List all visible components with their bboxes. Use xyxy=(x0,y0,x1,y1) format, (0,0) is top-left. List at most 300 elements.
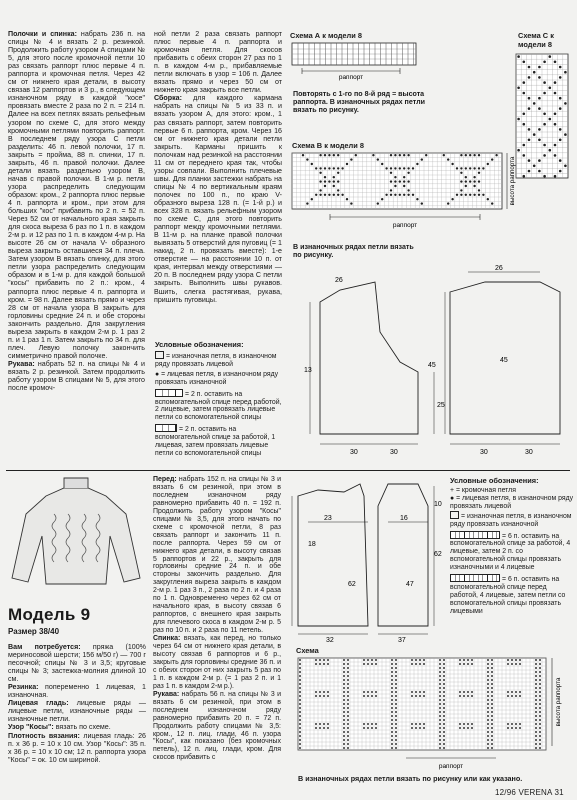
stitch-mark xyxy=(423,659,425,661)
stitch-mark xyxy=(363,723,365,725)
stitch-mark xyxy=(399,167,401,169)
legend-box-icon xyxy=(155,351,164,359)
stitch-mark xyxy=(363,695,365,697)
stitch-mark xyxy=(333,176,335,178)
stitch-mark xyxy=(439,703,441,705)
stitch-mark xyxy=(473,167,475,169)
stitch-mark xyxy=(487,667,489,669)
stitch-mark xyxy=(519,663,521,665)
stitch-mark xyxy=(343,675,345,677)
schema-bottom-chart xyxy=(296,656,572,772)
stitch-mark xyxy=(535,735,537,737)
stitch-mark xyxy=(299,679,301,681)
stitch-mark xyxy=(538,139,541,142)
stitch-mark xyxy=(324,180,326,182)
stitch-mark xyxy=(528,128,531,131)
stitch-mark xyxy=(323,663,325,665)
stitch-mark xyxy=(327,663,329,665)
stitch-mark xyxy=(394,185,396,187)
stitch-mark xyxy=(487,687,489,689)
stitch-mark xyxy=(473,185,475,187)
stitch-mark xyxy=(411,663,413,665)
stitch-mark xyxy=(539,695,541,697)
stitch-mark xyxy=(395,703,397,705)
stitch-mark xyxy=(515,727,517,729)
svg-text:26: 26 xyxy=(495,265,503,272)
legend-top xyxy=(155,340,283,458)
stitch-mark xyxy=(390,180,392,182)
legend-item: + = кромочная петля xyxy=(450,487,516,494)
stitch-mark xyxy=(425,154,427,156)
stitch-mark xyxy=(347,663,349,665)
stitch-mark xyxy=(487,731,489,733)
stitch-mark xyxy=(299,663,301,665)
stitch-mark xyxy=(459,691,461,693)
stitch-mark xyxy=(367,727,369,729)
stitch-mark xyxy=(299,695,301,697)
stitch-mark xyxy=(471,663,473,665)
stitch-mark xyxy=(323,691,325,693)
stitch-mark xyxy=(377,158,379,160)
stitch-mark xyxy=(491,683,493,685)
stitch-mark xyxy=(319,194,321,196)
stitch-mark xyxy=(467,663,469,665)
stitch-mark xyxy=(439,691,441,693)
stitch-mark xyxy=(443,683,445,685)
svg-text:26: 26 xyxy=(335,277,343,284)
stitch-mark xyxy=(447,202,449,204)
stitch-mark xyxy=(549,55,552,58)
stitch-mark xyxy=(375,723,377,725)
stitch-mark xyxy=(491,671,493,673)
stitch-mark xyxy=(469,194,471,196)
stitch-mark xyxy=(375,659,377,661)
stitch-mark xyxy=(419,659,421,661)
stitch-mark xyxy=(299,719,301,721)
stitch-mark xyxy=(451,198,453,200)
stitch-mark xyxy=(347,727,349,729)
stitch-mark xyxy=(299,659,301,661)
stitch-mark xyxy=(391,667,393,669)
legend-item: = изнаночная петля, в изнаночном ряду провязать лицевой xyxy=(155,353,277,368)
stitch-mark xyxy=(439,687,441,689)
legend-box-icon xyxy=(450,511,459,519)
stitch-mark xyxy=(391,683,393,685)
stitch-mark xyxy=(463,695,465,697)
stitch-mark xyxy=(543,154,546,157)
stitch-mark xyxy=(543,92,546,95)
stitch-mark xyxy=(403,194,405,196)
stitch-mark xyxy=(443,675,445,677)
stitch-mark xyxy=(323,723,325,725)
stitch-mark xyxy=(367,723,369,725)
stitch-mark xyxy=(451,163,453,165)
stitch-mark xyxy=(315,723,317,725)
stitch-mark xyxy=(459,695,461,697)
stitch-mark xyxy=(467,691,469,693)
stitch-mark xyxy=(535,715,537,717)
stitch-mark xyxy=(511,723,513,725)
stitch-mark xyxy=(315,659,317,661)
stitch-mark xyxy=(390,167,392,169)
stitch-mark xyxy=(511,727,513,729)
stitch-mark xyxy=(515,663,517,665)
stitch-mark xyxy=(306,158,308,160)
stitch-mark xyxy=(385,167,387,169)
stitch-mark xyxy=(439,723,441,725)
stitch-mark xyxy=(539,683,541,685)
stitch-mark xyxy=(363,691,365,693)
stitch-mark xyxy=(507,659,509,661)
stitch-mark xyxy=(315,194,317,196)
stitch-mark xyxy=(539,723,541,725)
stitch-mark xyxy=(371,727,373,729)
rapport-height-label: высота раппорта xyxy=(509,156,516,206)
stitch-mark xyxy=(443,707,445,709)
stitch-mark xyxy=(343,663,345,665)
svg-text:18: 18 xyxy=(308,541,316,548)
stitch-mark xyxy=(299,715,301,717)
stitch-mark xyxy=(347,659,349,661)
stitch-mark xyxy=(371,723,373,725)
stitch-mark xyxy=(394,154,396,156)
purl-note: В изнаночных рядах петли вязать по рисунку. xyxy=(293,243,414,260)
stitch-mark xyxy=(487,707,489,709)
stitch-mark xyxy=(463,727,465,729)
stitch-mark xyxy=(390,172,392,174)
stitch-mark xyxy=(487,699,489,701)
stitch-mark xyxy=(517,87,520,90)
stitch-mark xyxy=(535,707,537,709)
stitch-mark xyxy=(507,695,509,697)
stitch-mark xyxy=(347,743,349,745)
svg-text:16: 16 xyxy=(400,515,408,522)
stitch-mark xyxy=(487,695,489,697)
stitch-mark xyxy=(463,659,465,661)
stitch-mark xyxy=(411,727,413,729)
stitch-mark xyxy=(523,92,526,95)
stitch-mark xyxy=(467,695,469,697)
stitch-mark xyxy=(346,163,348,165)
stitch-mark xyxy=(463,691,465,693)
stitch-mark xyxy=(391,679,393,681)
stitch-mark xyxy=(543,81,546,84)
stitch-mark xyxy=(395,695,397,697)
stitch-mark xyxy=(323,727,325,729)
stitch-mark xyxy=(471,695,473,697)
stitch-mark xyxy=(391,723,393,725)
stitch-mark xyxy=(491,707,493,709)
stitch-mark xyxy=(523,154,526,157)
stitch-mark xyxy=(347,687,349,689)
stitch-mark xyxy=(467,659,469,661)
stitch-mark xyxy=(460,180,462,182)
svg-text:32: 32 xyxy=(326,637,334,644)
svg-text:45: 45 xyxy=(500,357,508,364)
stitch-mark xyxy=(319,727,321,729)
cable-back-icon xyxy=(155,424,177,432)
stitch-mark xyxy=(299,687,301,689)
repeat-note: Повторять с 1-го по 8-й ряд = высота раппорта. В изнаночных рядах петли вязать по рисунку. xyxy=(293,90,425,115)
stitch-mark xyxy=(515,695,517,697)
stitch-mark xyxy=(343,739,345,741)
stitch-mark xyxy=(523,61,526,64)
stitch-mark xyxy=(319,723,321,725)
stitch-mark xyxy=(554,154,557,157)
stitch-mark xyxy=(478,167,480,169)
stitch-mark xyxy=(443,743,445,745)
stitch-mark xyxy=(491,687,493,689)
stitch-mark xyxy=(459,663,461,665)
stitch-mark xyxy=(543,61,546,64)
stitch-mark xyxy=(439,679,441,681)
stitch-mark xyxy=(391,707,393,709)
stitch-mark xyxy=(319,189,321,191)
stitch-mark xyxy=(299,667,301,669)
stitch-mark xyxy=(315,695,317,697)
svg-text:10: 10 xyxy=(434,501,442,508)
stitch-mark xyxy=(511,659,513,661)
stitch-mark xyxy=(343,695,345,697)
stitch-mark xyxy=(343,723,345,725)
stitch-mark xyxy=(403,180,405,182)
schema-a-title: Схема А к модели 8 xyxy=(290,31,362,40)
stitch-mark xyxy=(538,76,541,79)
stitch-mark xyxy=(411,695,413,697)
rapport-label: раппорт xyxy=(338,74,364,81)
para-text: набрать 52 п. на спицы № 4 и вязать 2 р. резинкой. Затем продолжить работу узором В спицами № 5, для этого после кромоч- xyxy=(8,359,145,393)
stitch-mark xyxy=(535,675,537,677)
stitch-mark xyxy=(539,699,541,701)
stitch-mark xyxy=(456,167,458,169)
stitch-mark xyxy=(543,144,546,147)
svg-text:30: 30 xyxy=(350,449,358,456)
stitch-mark xyxy=(343,683,345,685)
stitch-mark xyxy=(487,683,489,685)
stitch-mark xyxy=(460,189,462,191)
stitch-mark xyxy=(443,719,445,721)
stitch-mark xyxy=(443,663,445,665)
stitch-mark xyxy=(443,715,445,717)
stitch-mark xyxy=(323,695,325,697)
stitch-mark xyxy=(337,189,339,191)
stitch-mark xyxy=(443,731,445,733)
stitch-mark xyxy=(554,175,557,178)
stitch-mark xyxy=(439,747,441,749)
stitch-mark xyxy=(443,695,445,697)
stitch-mark xyxy=(439,715,441,717)
stitch-mark xyxy=(343,707,345,709)
stitch-mark xyxy=(460,194,462,196)
sweater-illustration xyxy=(6,474,146,590)
stitch-mark xyxy=(528,170,531,173)
stitch-mark xyxy=(487,671,489,673)
stitch-mark xyxy=(478,180,480,182)
stitch-mark xyxy=(395,691,397,693)
stitch-mark xyxy=(523,123,526,126)
stitch-mark xyxy=(347,707,349,709)
stitch-mark xyxy=(367,695,369,697)
stitch-mark xyxy=(407,167,409,169)
stitch-mark xyxy=(319,172,321,174)
stitch-mark xyxy=(523,113,526,116)
stitch-mark xyxy=(423,695,425,697)
stitch-mark xyxy=(533,102,536,105)
stitch-mark xyxy=(554,144,557,147)
stitch-mark xyxy=(341,194,343,196)
stitch-mark xyxy=(306,202,308,204)
stitch-mark xyxy=(391,711,393,713)
stitch-mark xyxy=(395,683,397,685)
stitch-mark xyxy=(491,695,493,697)
stitch-mark xyxy=(439,739,441,741)
bottom-note: В изнаночных рядах петли вязать по рисунку или как указано. xyxy=(298,774,523,783)
stitch-mark xyxy=(299,731,301,733)
stitch-mark xyxy=(347,691,349,693)
stitch-mark xyxy=(347,667,349,669)
stitch-mark xyxy=(487,659,489,661)
stitch-mark xyxy=(439,667,441,669)
stitch-mark xyxy=(299,699,301,701)
stitch-mark xyxy=(439,731,441,733)
stitch-mark xyxy=(491,727,493,729)
svg-text:30: 30 xyxy=(480,449,488,456)
stitch-mark xyxy=(399,180,401,182)
stitch-mark xyxy=(327,727,329,729)
stitch-mark xyxy=(439,719,441,721)
stitch-mark xyxy=(482,167,484,169)
stitch-mark xyxy=(535,667,537,669)
stitch-mark xyxy=(443,727,445,729)
stitch-mark xyxy=(395,715,397,717)
stitch-mark xyxy=(487,727,489,729)
stitch-mark xyxy=(515,691,517,693)
stitch-mark xyxy=(535,731,537,733)
pattern-model8 xyxy=(300,262,570,462)
stitch-mark xyxy=(385,194,387,196)
stitch-mark xyxy=(439,707,441,709)
stitch-mark xyxy=(407,154,409,156)
stitch-mark xyxy=(391,735,393,737)
stitch-mark xyxy=(535,719,537,721)
stitch-mark xyxy=(394,180,396,182)
stitch-mark xyxy=(443,747,445,749)
stitch-mark xyxy=(463,723,465,725)
stitch-mark xyxy=(395,707,397,709)
stitch-mark xyxy=(443,735,445,737)
stitch-mark xyxy=(333,180,335,182)
stitch-mark xyxy=(324,154,326,156)
stitch-mark xyxy=(343,711,345,713)
stitch-mark xyxy=(465,194,467,196)
stitch-mark xyxy=(347,715,349,717)
stitch-mark xyxy=(395,743,397,745)
stitch-mark xyxy=(487,743,489,745)
stitch-mark xyxy=(487,703,489,705)
stitch-mark xyxy=(319,691,321,693)
schema-c-title: Схема С к модели 8 xyxy=(518,31,554,49)
stitch-mark xyxy=(347,703,349,705)
stitch-mark xyxy=(333,167,335,169)
stitch-mark xyxy=(377,202,379,204)
stitch-mark xyxy=(473,154,475,156)
stitch-mark xyxy=(554,113,557,116)
stitch-mark xyxy=(315,691,317,693)
stitch-mark xyxy=(395,711,397,713)
stitch-mark xyxy=(302,154,304,156)
legend-item: = 2 п. оставить на вспомогательной спице перед работой, 2 лицевые, затем провязать лицевые петли со вспомогательной спицы xyxy=(155,390,282,422)
stitch-mark xyxy=(543,123,546,126)
stitch-mark xyxy=(343,747,345,749)
stitch-mark xyxy=(539,663,541,665)
svg-text:62: 62 xyxy=(348,581,356,588)
stitch-mark xyxy=(390,194,392,196)
text-column-1 xyxy=(8,30,145,392)
stitch-mark xyxy=(391,663,393,665)
stitch-mark xyxy=(439,659,441,661)
stitch-mark xyxy=(539,687,541,689)
stitch-mark xyxy=(347,739,349,741)
legend-item: = 6 п. оставить на вспомогательной спице перед работой, 4 лицевые, затем петли со вспомогательной спицы провязать лицевыми xyxy=(450,576,566,615)
stitch-mark xyxy=(299,683,301,685)
stitch-mark xyxy=(538,107,541,110)
stitch-mark xyxy=(507,663,509,665)
stitch-mark xyxy=(355,154,357,156)
stitch-mark xyxy=(459,727,461,729)
stitch-mark xyxy=(487,747,489,749)
stitch-mark xyxy=(299,707,301,709)
stitch-mark xyxy=(327,695,329,697)
stitch-mark xyxy=(533,165,536,168)
stitch-mark xyxy=(559,66,562,69)
para-text: набрать 236 п. на спицы № 4 и вязать 2 р. резинкой. Продолжить работу узором А спицами № 5, для этого после кромочной петли 10 раз связать раппорт плюс первые 4 п. раппорта и кромочная петля. Через 42 см от нижнего края детали, в высоту связав 12 раппортов и 3 р., в следующем изнаночном ряду в каждой "косе" провязать вместе 2 раза по 2 п. = 214 п. Далее на всех петлях вязать рельефным узором по схеме С, для этого между кромочными петлями повторить раппорт. В последнем ряду узора С петли разделить: 46 п. левой полочки, 17 п. закрыть = пройма, 88 п. спинки, 17 п. закрыть, 46 п. правой полочки. Далее детали вязать раздельно узором В, начав с правой полочки. В 1-м р. петли узора распределить следующим образом: кром., 2 раппорта плюс первые 4 п. раппорта и кром., при этом для больших "кос" прибавить по 2 п. = 52 п. Через 52 см от начального края закрыть для скоса выреза 6 раз по 1 п. в каждом 2-м р. и 12 раз по 1 п. в каждом 4-м р. На высоте 26 см от начала V- образного выреза закрыть оставшиеся 34 п. плеча. Затем узором В вязать спинку, для этого петли узора распределить следующим образом и в 1-м р. для каждой большой "косы" прибавить по 2 п.: кром., 4 раппорта плюс первые 4 п. раппорта и кром. = 98 п. Далее вязать прямо и через 28 см от начала узора В закрыть для горловины средние 24 п. и обе стороны закончить раздельно. Для закругления выреза закрыть в каждом 2-м р. 1 раз 2 п. и 1 раз 1 п. Затем закрыть по 34 п. для плеч. Левую полочку закончить симметрично правой полочке. xyxy=(8,30,146,360)
stitch-mark xyxy=(460,172,462,174)
stitch-mark xyxy=(391,687,393,689)
stitch-mark xyxy=(443,671,445,673)
stitch-mark xyxy=(371,695,373,697)
stitch-mark xyxy=(390,189,392,191)
stitch-mark xyxy=(327,723,329,725)
stitch-mark xyxy=(343,659,345,661)
stitch-mark xyxy=(519,727,521,729)
stitch-mark xyxy=(549,87,552,90)
stitch-mark xyxy=(299,671,301,673)
stitch-mark xyxy=(324,185,326,187)
stitch-mark xyxy=(327,659,329,661)
stitch-mark xyxy=(416,198,418,200)
schema-c-chart xyxy=(512,52,574,182)
para-text: для каждого кармана набрать на спицы № 5 из 33 п. и вязать узором А, для этого: кром., 1 раз связать раппорт, затем повторить первые 6 п. раппорта, кром. Через 16 см от нижнего края детали петли закрыть. Карманы пришить к полочкам над резинкой на расстоянии 11 см от переднего края так, чтобы узоры совпали. Выполнить плечевые швы. Для планки застежки набрать на спицы № 4 по вертикальным краям полочек по 100 п., по краю V-образного выреза 128 п. (= 1-й р.) и всех 328 п. вязать рельефным узором по схеме С, для этого повторить раппорт между кромочными петлями. В 11-м р. на планке правой полочки вывязать 5 отверстий для пуговиц (= 1 накид, 2 п. провязать вместе): 1-е отверстие — на расстоянии 10 п. от края, интервал между отверстиями — 20 п. В последнем ряду узора С петли закрыть. Выполнить швы рукавов. Вшить, слегка растягивая, рукава, пришить пуговицы. xyxy=(154,94,282,304)
stitch-mark xyxy=(559,107,562,110)
stitch-mark xyxy=(465,185,467,187)
stitch-mark xyxy=(491,699,493,701)
stitch-mark xyxy=(395,679,397,681)
stitch-mark xyxy=(487,715,489,717)
stitch-mark xyxy=(473,194,475,196)
stitch-mark xyxy=(439,727,441,729)
stitch-mark xyxy=(491,747,493,749)
svg-text:47: 47 xyxy=(406,581,414,588)
stitch-mark xyxy=(343,727,345,729)
stitch-mark xyxy=(347,731,349,733)
stitch-mark xyxy=(391,743,393,745)
stitch-mark xyxy=(328,154,330,156)
cable-back-icon xyxy=(450,531,500,539)
stitch-mark xyxy=(539,675,541,677)
stitch-mark xyxy=(519,723,521,725)
stitch-mark xyxy=(395,699,397,701)
stitch-mark xyxy=(411,659,413,661)
